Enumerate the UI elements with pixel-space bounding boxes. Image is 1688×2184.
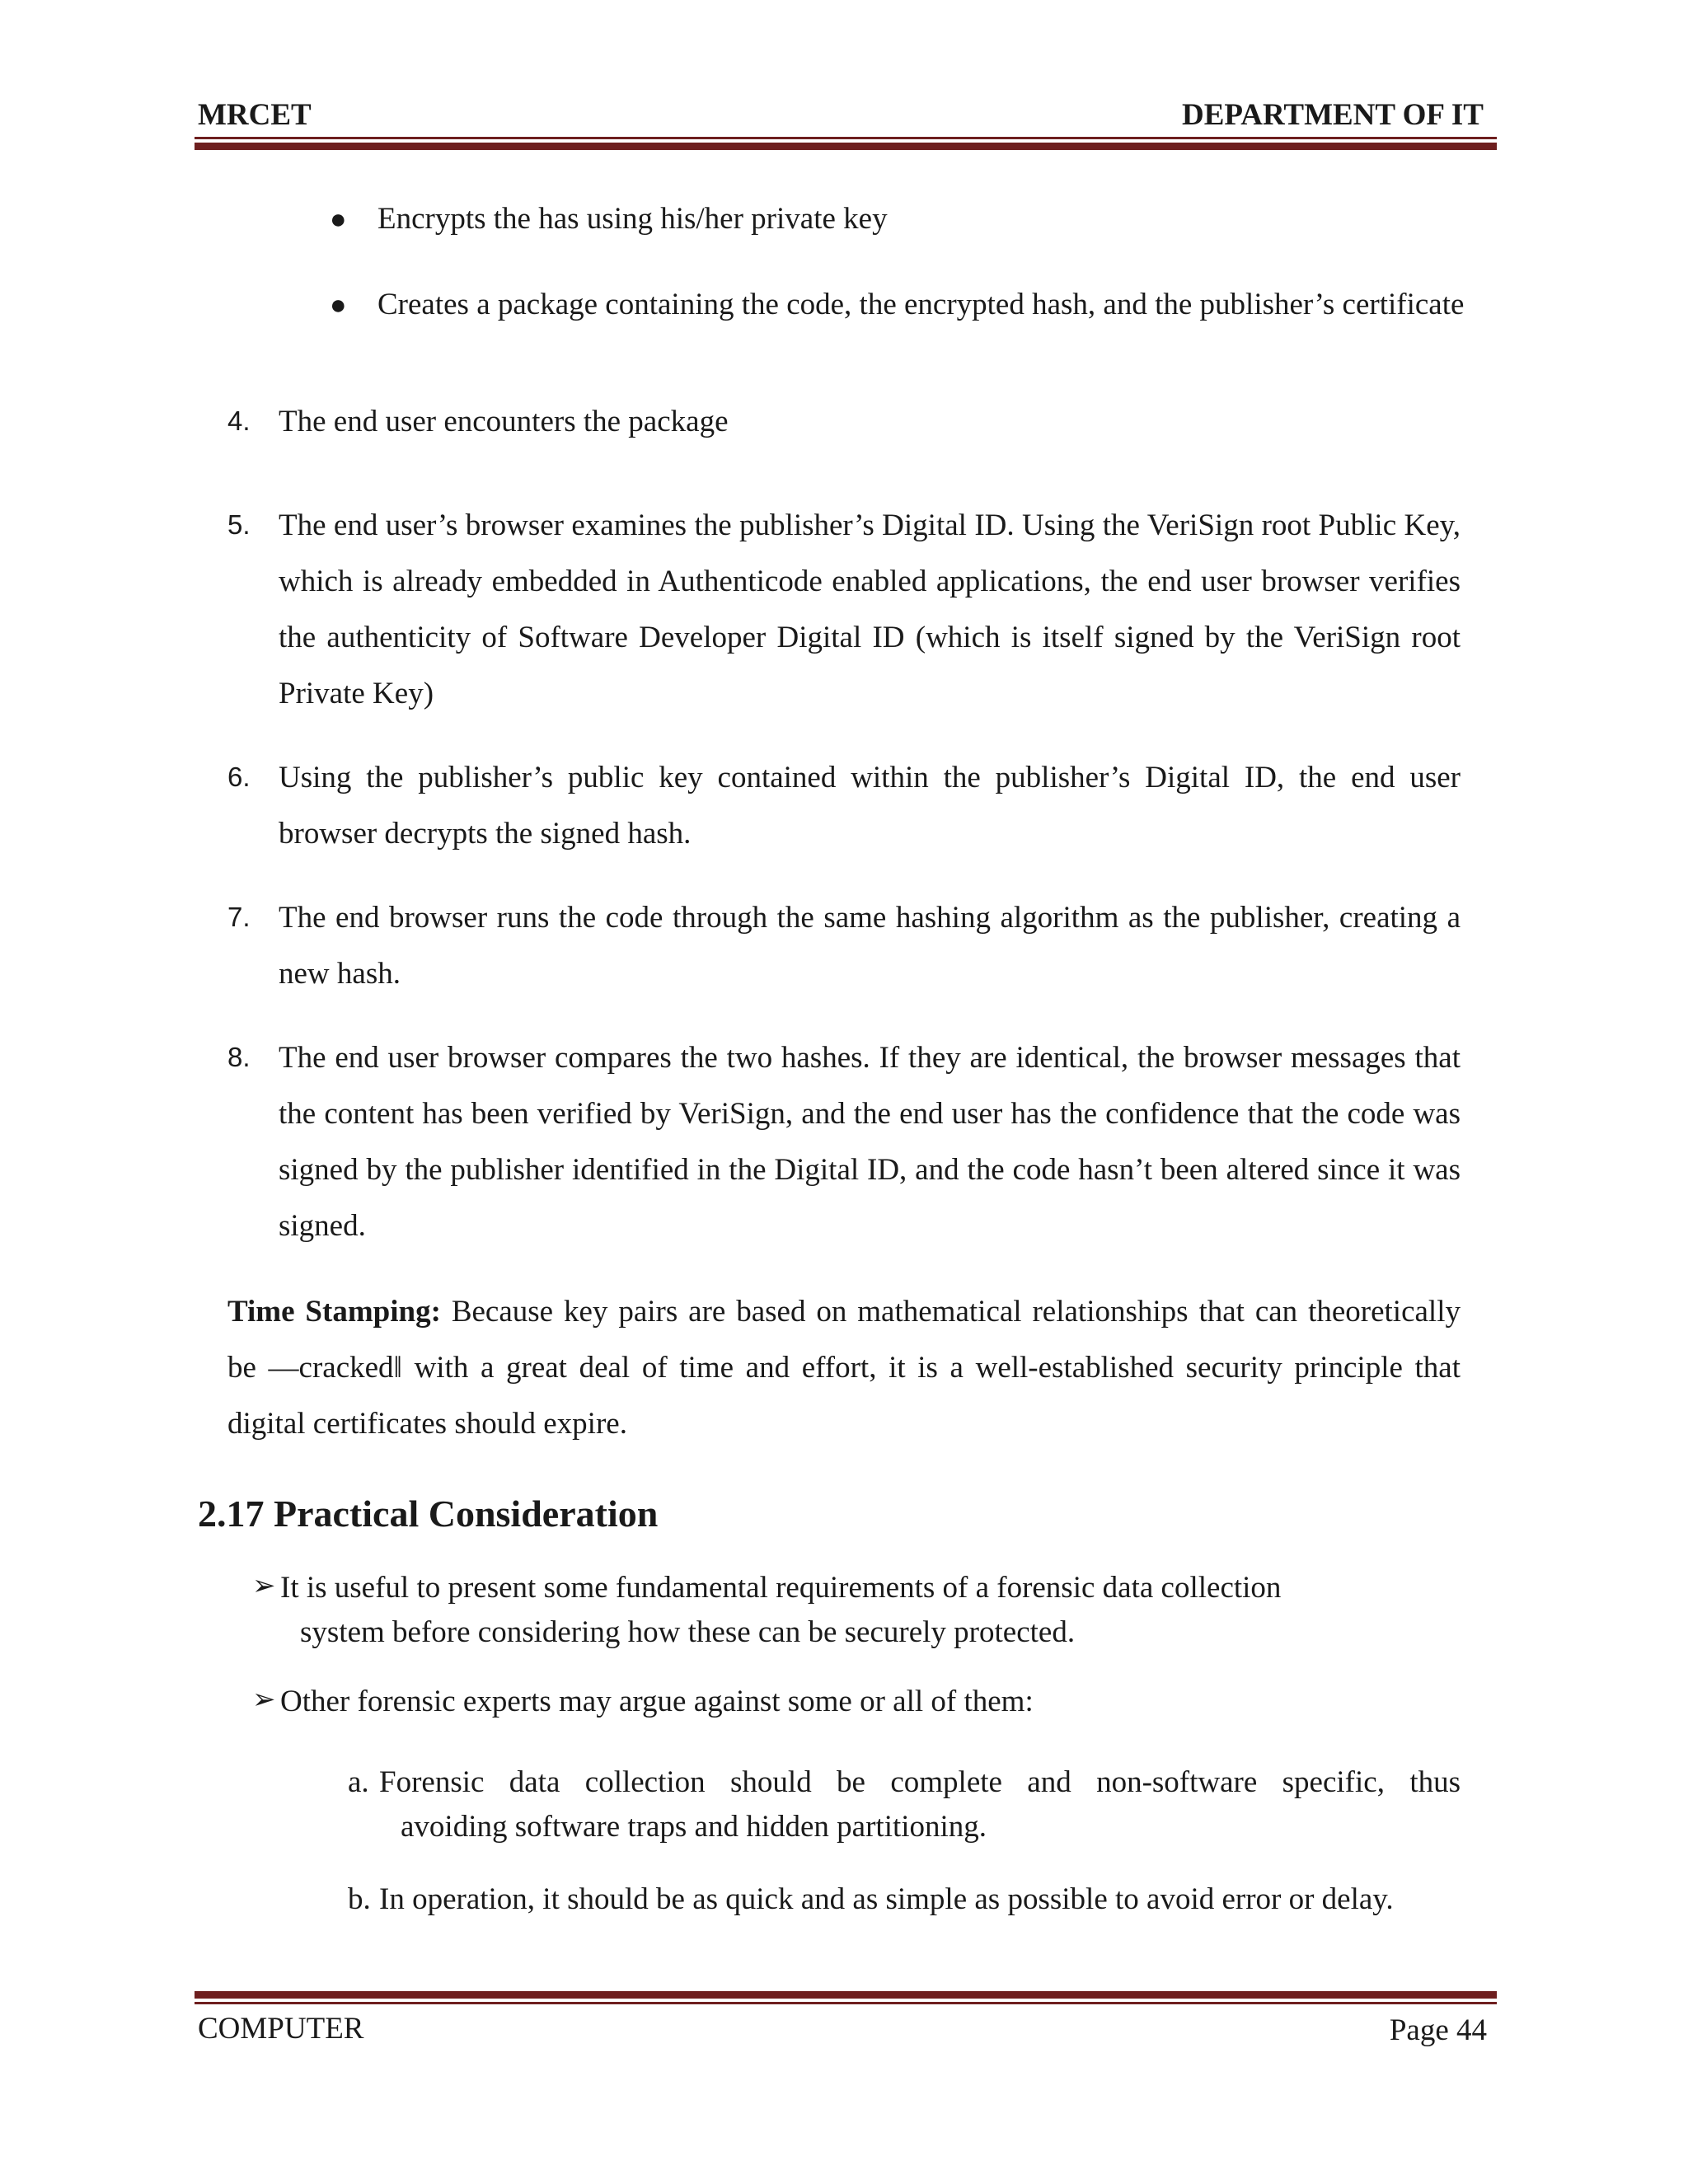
sub-item-line: avoiding software traps and hidden partitioning. bbox=[401, 1810, 987, 1844]
sub-item-line: In operation, it should be as quick and as simple as possible to avoid error or delay. bbox=[379, 1882, 1394, 1916]
time-stamping-paragraph bbox=[227, 1284, 1461, 1452]
section-heading: 2.17 Practical Consideration bbox=[198, 1493, 659, 1535]
step-text: The end user’s browser examines the publisher’s Digital ID. Using the VeriSign root Public Key, which is already embedded in Authenticode enabled applications, the end user browser verifies the authenticity of Software Developer Digital ID (which is itself signed by the VeriSign root Private Key) bbox=[279, 509, 1461, 710]
footer-rule bbox=[195, 1991, 1497, 2004]
sub-item-letter: b. bbox=[348, 1882, 371, 1916]
page-number: Page 44 bbox=[1389, 2013, 1487, 2047]
header-rule bbox=[195, 137, 1497, 150]
step-text: The end user encounters the package bbox=[279, 405, 729, 438]
arrow-item-line: Other forensic experts may argue against some or all of them: bbox=[280, 1685, 1034, 1718]
sub-item-line: Forensic data collection should be complete and non-software specific, thus bbox=[379, 1765, 1461, 1799]
arrow-item-line: It is useful to present some fundamental requirements of a forensic data collection bbox=[280, 1571, 1282, 1605]
step-text: The end browser runs the code through the same hashing algorithm as the publisher, creating a new hash. bbox=[279, 901, 1461, 991]
step-number: 5. bbox=[227, 509, 251, 540]
header-left: MRCET bbox=[198, 98, 312, 132]
header-right: DEPARTMENT OF IT bbox=[1182, 98, 1484, 132]
footer-left: COMPUTER bbox=[198, 2012, 364, 2046]
step-text: Using the publisher’s public key contained within the publisher’s Digital ID, the end user browser decrypts the signed hash. bbox=[279, 761, 1461, 851]
step-text: The end user browser compares the two hashes. If they are identical, the browser messages that the content has been verified by VeriSign, and the end user has the confidence that the code was signed by the publisher identified in the Digital ID, and the code hasn’t been altered since it was signed. bbox=[279, 1041, 1461, 1243]
step-number: 4. bbox=[227, 405, 251, 436]
bullet-icon: ● bbox=[330, 290, 347, 321]
bullet-icon: ● bbox=[330, 204, 347, 235]
step-number: 7. bbox=[227, 902, 251, 932]
step-number: 6. bbox=[227, 762, 251, 792]
arrow-item-line: system before considering how these can be securely protected. bbox=[300, 1615, 1076, 1649]
time-stamping-text: Because key pairs are based on mathematical relationships that can theoretically be ―cracked‖ with a great deal of time and effort, it is a well-established security principle that digital certificates should expire. bbox=[227, 1295, 1461, 1441]
time-stamping-label: Time Stamping: bbox=[227, 1295, 441, 1329]
arrow-bullet-icon: ➢ bbox=[252, 1569, 276, 1602]
bullet-item: Encrypts the has using his/her private key bbox=[377, 202, 888, 236]
step-number: 8. bbox=[227, 1042, 251, 1072]
arrow-bullet-icon: ➢ bbox=[252, 1683, 276, 1716]
sub-item-letter: a. bbox=[348, 1765, 369, 1799]
bullet-item: Creates a package containing the code, the encrypted hash, and the publisher’s certificate bbox=[377, 288, 1465, 321]
